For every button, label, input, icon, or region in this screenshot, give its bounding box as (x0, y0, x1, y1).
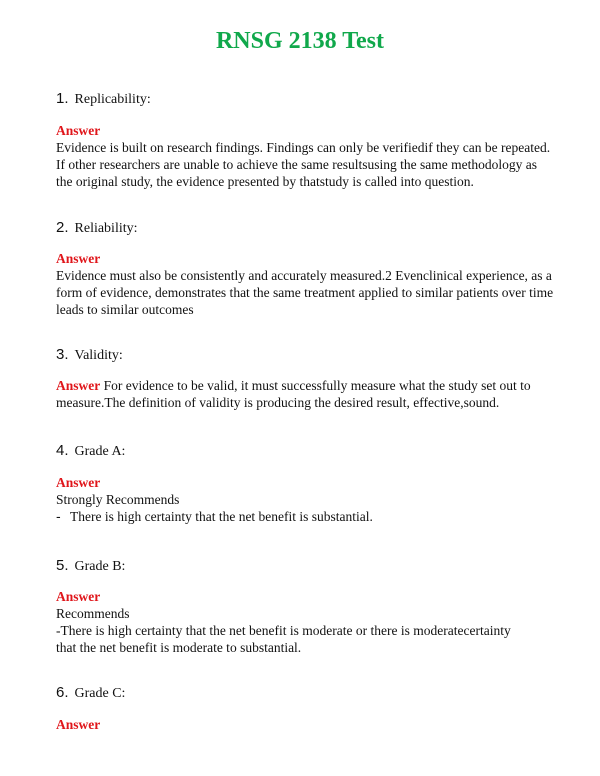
question-label: Validity: (74, 348, 123, 363)
question-5 (56, 557, 125, 575)
answer-label: Answer (56, 475, 101, 490)
answer-text: Evidence must also be consistently and accurately measured.2 Evenclinical experience, as a form of evidence, demonstrates that the same treatment applied to similar patients over time leads to similar outcomes (56, 268, 554, 317)
question-label: Grade B: (74, 559, 126, 574)
answer-line-1: Recommends (56, 606, 130, 621)
question-1 (56, 90, 151, 108)
answer-label: Answer (56, 378, 101, 393)
answer-bullet (56, 508, 556, 525)
question-number: 5. (56, 557, 69, 574)
answer-block-1 (56, 122, 556, 190)
answer-block-6 (56, 716, 556, 733)
question-label: Grade A: (74, 444, 126, 459)
question-2 (56, 219, 138, 237)
answer-label: Answer (56, 123, 101, 138)
question-3 (56, 346, 123, 364)
answer-text: Evidence is built on research findings. Findings can only be verifiedif they can be repeated. If other researchers are unable to achieve the same resultsusing the same methodology as the original study, the evidence presented by thatstudy is called into question. (56, 140, 551, 189)
answer-text: For evidence to be valid, it must successfully measure what the study set out to measure.The definition of validity is producing the desired result, effective,sound. (56, 378, 531, 410)
question-4 (56, 442, 125, 460)
dash-marker: - (56, 508, 61, 524)
answer-block-5 (56, 588, 526, 656)
answer-line-2: There is high certainty that the net benefit is substantial. (70, 509, 373, 524)
answer-block-3 (56, 377, 556, 411)
answer-label: Answer (56, 717, 101, 732)
answer-line-1: Strongly Recommends (56, 492, 180, 507)
answer-block-4 (56, 474, 556, 525)
document-title: RNSG 2138 Test (215, 28, 385, 54)
question-number: 6. (56, 684, 69, 701)
question-number: 2. (56, 219, 69, 236)
question-6 (56, 684, 125, 702)
answer-block-2 (56, 250, 556, 318)
question-label: Replicability: (74, 92, 151, 107)
answer-label: Answer (56, 589, 101, 604)
question-number: 4. (56, 442, 69, 459)
answer-label: Answer (56, 251, 101, 266)
question-label: Grade C: (74, 686, 126, 701)
question-number: 3. (56, 346, 69, 363)
question-number: 1. (56, 90, 69, 107)
question-label: Reliability: (74, 221, 138, 236)
answer-line-2: -There is high certainty that the net benefit is moderate or there is moderatecertainty that the net benefit is moderate to substantial. (56, 623, 511, 655)
